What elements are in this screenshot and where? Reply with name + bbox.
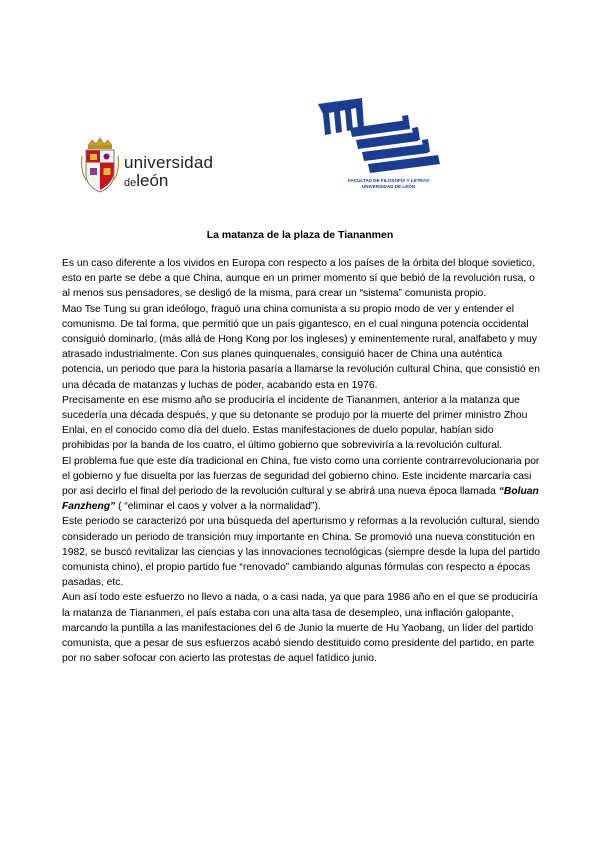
university-logo [80, 136, 230, 196]
faculty-emblem-icon [316, 98, 446, 178]
university-wordmark [124, 154, 213, 190]
paragraph-4-text-after: ( “eliminar el caos y volver a la normalidad”). [115, 501, 321, 513]
paragraph-4 [62, 454, 540, 515]
coat-of-arms-icon [80, 136, 120, 196]
paragraph-5: Este periodo se caracterizó por una búsqueda del aperturismo y reformas a la revolución cultural, siendo considerado un periodo de transición muy importante en China. Se promovió una nueva constitución en 1982, se buscó revitalizar las ciencias y las innovaciones tecnológicas (siempre desde la lupa del partido comunista chino), el propio partido fue “renovado” cambiando algunas fórmulas con respecto a épocas pasadas, etc. [62, 516, 540, 589]
document-body [62, 256, 540, 666]
paragraph-4-text-before: El problema fue que este día tradicional en China, fue visto como una corriente contrarrevolucionaria por el gobierno y fue disuelta por las fuerzas de seguridad del gobierno chino. Este incidente marcaría casi por así decirlo el final del periodo de la revolución cultural y se abrirá una nueva época llamada [62, 455, 540, 498]
faculty-caption [336, 178, 441, 189]
paragraph-3: Precisamente en ese mismo año se produciría el incidente de Tiananmen, anterior a la matanza que sucedería una década después, y que su detonante se produjo por la muerte del primer ministro Zhou Enlai, en el conocido como día del duelo. Estas manifestaciones de duelo popular, habían sido prohibidas por la banda de los cuatro, el último gobierno que sobreviviría a la revolución cultural. [62, 394, 528, 452]
university-wordmark-leon: león [136, 171, 169, 190]
faculty-logo [316, 98, 446, 193]
paragraph-2: Mao Tse Tung su gran ideólogo, fraguó una china comunista a su propio modo de ver y entender el comunismo. De tal forma, que permitió que un país gigantesco, en el cual ninguna potencia occidental consiguió dominarlo, (más allá de Hong Kong por los ingleses) y eminentemente rural, analfabeto y muy atrasado industrialmente. Con sus planes quinquenales, consiguió hacer de China una auténtica potencia, un periodo que para la historia pasaría a llamarse la revolución cultural China, que consistió en una década de matanzas y luchas de poder, acabando esta en 1976. [62, 303, 540, 391]
faculty-caption-line1: FACULTAD DE FILOSOFÍA Y LETRAS [347, 178, 430, 183]
university-wordmark-line1: universidad [124, 153, 214, 172]
paragraph-6: Aun así todo este esfuerzo no llevo a nada, o a casi nada, ya que para 1986 año en el que se produciría la matanza de Tiananmen, el país estaba con una alta tasa de desempleo, una inflación galopante, marcando la puntilla a las manifestaciones del 6 de Junio la muerte de Hu Yaobang, un líder del partido comunista, que a pesar de sus esfuerzos acabó siendo destituido como presidente del partido, en parte por no saber sofocar con acierto las protestas de aquel fatídico junio. [62, 592, 538, 665]
paragraph-1: Es un caso diferente a los vividos en Europa con respecto a los países de la órbita del bloque sovietico, esto en parte se debe a que China, aunque en un primer momento sí que bebió de la revolución rusa, o al menos sus pensadores, se desligó de la misma, para crear un “sistema” comunista propio. [62, 258, 535, 300]
faculty-caption-line2: UNIVERSIDAD DE LEÓN [361, 183, 416, 189]
university-wordmark-line2 [124, 172, 213, 190]
document-title: La matanza de la plaza de Tiananmen [206, 229, 394, 241]
university-wordmark-de: de [124, 177, 137, 189]
paragraph-4-italic-term: “Boluan Fanzheng” [62, 486, 539, 513]
